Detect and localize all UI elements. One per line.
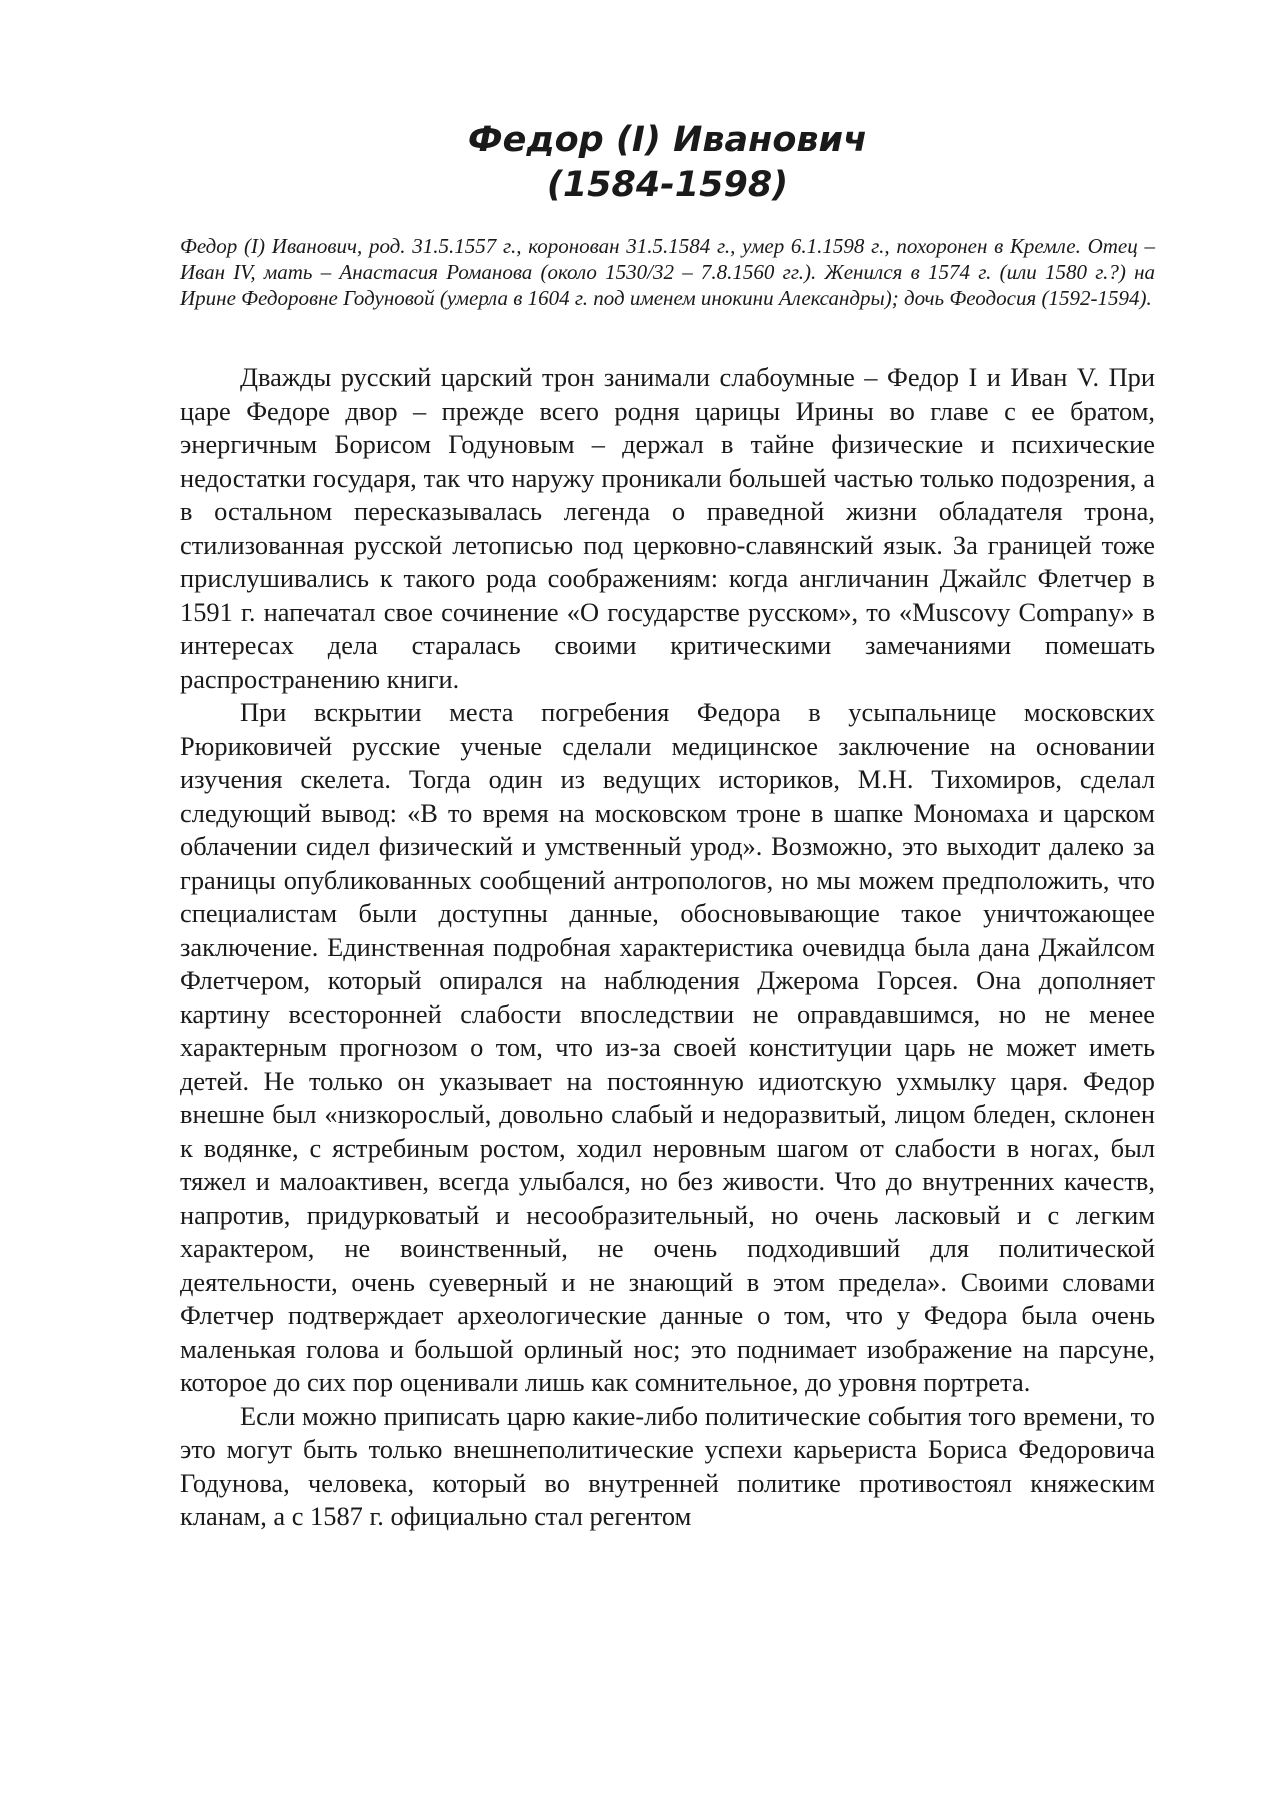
title-years: (1584-1598) <box>546 165 789 205</box>
paragraph-3: Если можно приписать царю какие-либо политические события того времени, то это могут быть только внешнеполитические успехи карьериста Бориса Федоровича Годунова, человека, который во внутренней политике противостоял княжеским кланам, а с 1587 г. официально стал регентом <box>180 1400 1155 1531</box>
page-title <box>180 118 1155 208</box>
biographical-summary: Федор (I) Иванович, род. 31.5.1557 г., коронован 31.5.1584 г., умер 6.1.1598 г., похоронен в Кремле. Отец – Иван IV, мать – Анастасия Романова (около 1530/32 – 7.8.1560 гг.). Женился в 1574 г. (или 1580 г.?) на Ирине Федоровне Годуновой (умерла в 1604 г. под именем инокини Александры); дочь Феодосия (1592-1594). <box>180 234 1155 310</box>
paragraph-2: При вскрытии места погребения Федора в усыпальнице московских Рюриковичей русские ученые сделали медицинское заключение на основании изучения скелета. Тогда один из ведущих историков, М.Н. Тихомиров, сделал следующий вывод: «В то время на московском троне в шапке Мономаха и царском облачении сидел физический и умственный урод». Возможно, это выходит далеко за границы опубликованных сообщений антропологов, но мы можем предположить, что специалистам были доступны данные, обосновывающие такое уничтожающее заключение. Единственная подробная характеристика очевидца была дана Джайлсом Флетчером, который опирался на наблюдения Джерома Горсея. Она дополняет картину всесторонней слабости впоследствии не оправдавшимся, но не менее характерным прогнозом о том, что из-за своей конституции царь не может иметь детей. Не только он указывает на постоянную идиотскую ухмылку царя. Федор внешне был «низкорослый, довольно слабый и недоразвитый, лицом бледен, склонен к водянке, с ястребиным ростом, ходил неровным шагом от слабости в ногах, был тяжел и малоактивен, всегда улыбался, но без живости. Что до внутренних качеств, напротив, придурковатый и несообразительный, но очень ласковый и с легким характером, не воинственный, не очень подходивший для политической деятельности, очень суеверный и не знающий в этом предела». Своими словами Флетчер подтверждает археологические данные о том, что у Федора была очень маленькая голова и большой орлиный нос; это поднимает изображение на парсуне, которое до сих пор оценивали лишь как сомнительное, до уровня портрета. <box>180 697 1155 1397</box>
title-name: Федор (I) Иванович <box>467 120 868 160</box>
paragraph-1: Дважды русский царский трон занимали слабоумные – Федор I и Иван V. При царе Федоре двор – прежде всего родня царицы Ирины во главе с ее братом, энергичным Борисом Годуновым – держал в тайне физические и психические недостатки государя, так что наружу проникали большей частью только подозрения, а в остальном пересказывалась легенда о праведной жизни обладателя трона, стилизованная русской летописью под церковно-славянский язык. За границей тоже прислушивались к такого рода соображениям: когда англичанин Джайлс Флетчер в 1591 г. напечатал свое сочинение «О государстве русском», то «Muscovy Company» в интересах дела старалась своими критическими замечаниями помешать распространению книги. <box>180 362 1155 694</box>
document-body <box>180 361 1155 1534</box>
